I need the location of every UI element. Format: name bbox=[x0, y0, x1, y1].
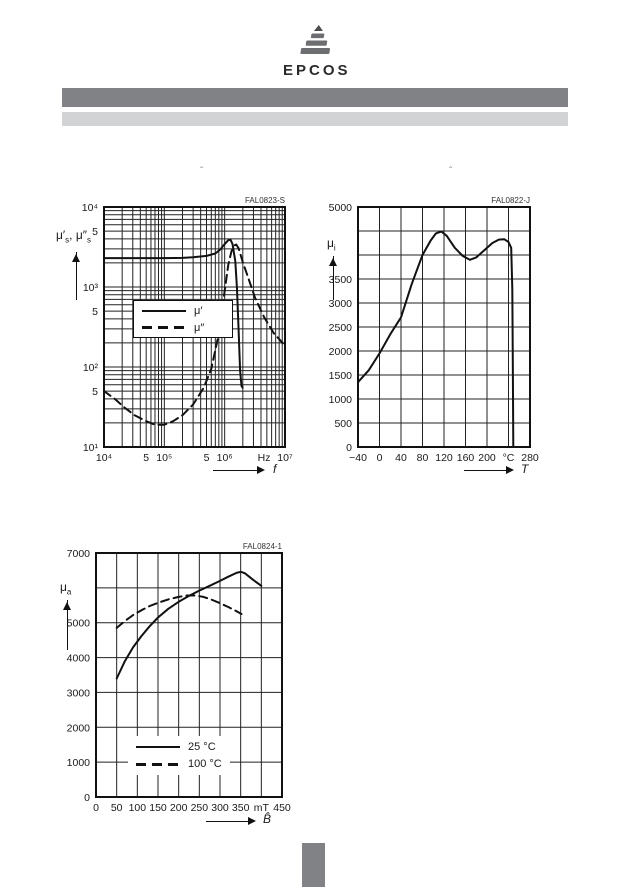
epcos-logo-icon bbox=[292, 24, 338, 62]
x-tick-label: 0 bbox=[93, 802, 99, 814]
x-tick-label: 10⁵ bbox=[156, 452, 173, 464]
x-tick-label: 100 bbox=[128, 802, 147, 814]
y-tick-label: 4000 bbox=[66, 652, 90, 665]
x-tick-label: 200 bbox=[169, 802, 188, 814]
caret-mark-left: ˆ bbox=[200, 166, 204, 177]
x-tick-label: 300 bbox=[211, 802, 229, 814]
x-tick-label: 0 bbox=[376, 452, 383, 464]
x-tick-label: 250 bbox=[190, 802, 209, 814]
chart1-x-axis-label: f bbox=[273, 462, 277, 476]
chart3-x-axis-arrow-icon bbox=[206, 821, 254, 822]
y-tick-label: 10¹ bbox=[82, 442, 98, 454]
x-tick-label: 200 bbox=[478, 452, 496, 464]
x-tick-label: 280 bbox=[521, 452, 539, 464]
legend-label: μ″ bbox=[194, 321, 205, 334]
y-tick-label: 2500 bbox=[328, 322, 352, 334]
chart3-legend bbox=[128, 736, 230, 775]
chart-id-label: FAL0822-J bbox=[491, 196, 530, 205]
y-tick-label: 5000 bbox=[66, 617, 90, 630]
x-tick-label: 5 bbox=[203, 452, 210, 464]
legend-row bbox=[142, 305, 224, 317]
solid-line-sample bbox=[142, 310, 186, 312]
y-tick-label: 7000 bbox=[66, 548, 90, 560]
legend-row bbox=[142, 322, 224, 334]
y-tick-label: 1000 bbox=[328, 394, 352, 406]
x-tick-label: 50 bbox=[110, 802, 123, 814]
x-tick-label: 160 bbox=[456, 452, 475, 464]
x-tick-label: 120 bbox=[435, 452, 453, 464]
caret-mark-right: ˆ bbox=[449, 166, 453, 177]
header-bar-light bbox=[62, 112, 568, 126]
y-tick-label: 5 bbox=[92, 226, 98, 239]
y-tick-label: 0 bbox=[346, 442, 352, 454]
chart1-y-axis-arrow-icon bbox=[76, 252, 77, 300]
series-curve bbox=[358, 232, 513, 448]
x-tick-label: °C bbox=[502, 452, 515, 464]
chart2-y-axis-label: $\mu_i$ bbox=[327, 236, 336, 253]
chart2-y-axis-arrow-icon bbox=[333, 256, 334, 300]
y-tick-label: 3500 bbox=[328, 274, 352, 286]
legend-label: 25 °C bbox=[188, 741, 216, 753]
chart3-x-axis-label: B̂ bbox=[263, 812, 272, 826]
x-tick-label: Hz bbox=[257, 452, 271, 464]
dashed-line-sample bbox=[142, 326, 186, 329]
y-tick-label: 10⁴ bbox=[81, 202, 98, 214]
y-tick-label: 5 bbox=[92, 306, 98, 319]
legend-row bbox=[136, 758, 222, 770]
chart-permeability-vs-temperature bbox=[320, 190, 580, 485]
legend-label: 100 °C bbox=[188, 758, 222, 770]
solid-line-sample bbox=[136, 746, 180, 748]
chart-id-label: FAL0823-S bbox=[244, 196, 285, 205]
chart2-x-axis-label: T bbox=[521, 462, 529, 476]
x-tick-label: 5 bbox=[143, 452, 150, 464]
legend-row bbox=[136, 741, 222, 753]
chart1-y-axis-label: $\mu'_s$, $\mu''_s$ bbox=[56, 228, 92, 245]
chart1-legend bbox=[133, 300, 233, 338]
y-tick-label: 10² bbox=[82, 362, 98, 374]
x-tick-label: 450 bbox=[273, 802, 291, 814]
x-tick-label: 80 bbox=[416, 452, 429, 464]
y-tick-label: 3000 bbox=[328, 298, 352, 310]
y-tick-label: 3000 bbox=[66, 687, 90, 700]
chart-id-label: FAL0824-1 bbox=[242, 542, 282, 551]
chart1-x-axis-arrow-icon bbox=[213, 470, 263, 471]
y-tick-label: 0 bbox=[84, 792, 90, 804]
chart-permeability-vs-flux-density bbox=[50, 538, 310, 833]
chart3-y-axis-label: $\mu_a$ bbox=[60, 580, 72, 597]
epcos-logo-text: EPCOS bbox=[283, 62, 351, 79]
chart2-x-axis-arrow-icon bbox=[464, 470, 512, 471]
y-tick-label: 2000 bbox=[66, 722, 90, 735]
chart3-y-axis-arrow-icon bbox=[67, 600, 68, 650]
x-tick-label: 10⁴ bbox=[95, 452, 113, 464]
x-tick-label: 40 bbox=[395, 452, 407, 464]
x-tick-label: −40 bbox=[349, 452, 367, 464]
x-tick-label: 150 bbox=[149, 802, 167, 814]
x-tick-label: 350 bbox=[231, 802, 250, 814]
y-tick-label: 5 bbox=[92, 386, 98, 399]
y-tick-label: 10³ bbox=[82, 282, 98, 294]
x-tick-label: 10⁷ bbox=[277, 452, 293, 464]
y-tick-label: 500 bbox=[334, 418, 352, 430]
dashed-line-sample bbox=[136, 763, 180, 766]
x-tick-label: 10⁶ bbox=[216, 452, 233, 464]
y-tick-label: 5000 bbox=[328, 202, 352, 214]
page-number-box bbox=[302, 843, 325, 887]
x-tick-label: mT bbox=[253, 802, 269, 814]
y-tick-label: 1000 bbox=[66, 757, 90, 770]
legend-label: μ′ bbox=[194, 304, 203, 317]
header-bar-dark bbox=[62, 88, 568, 107]
y-tick-label: 1500 bbox=[328, 370, 352, 382]
y-tick-label: 2000 bbox=[328, 346, 352, 358]
